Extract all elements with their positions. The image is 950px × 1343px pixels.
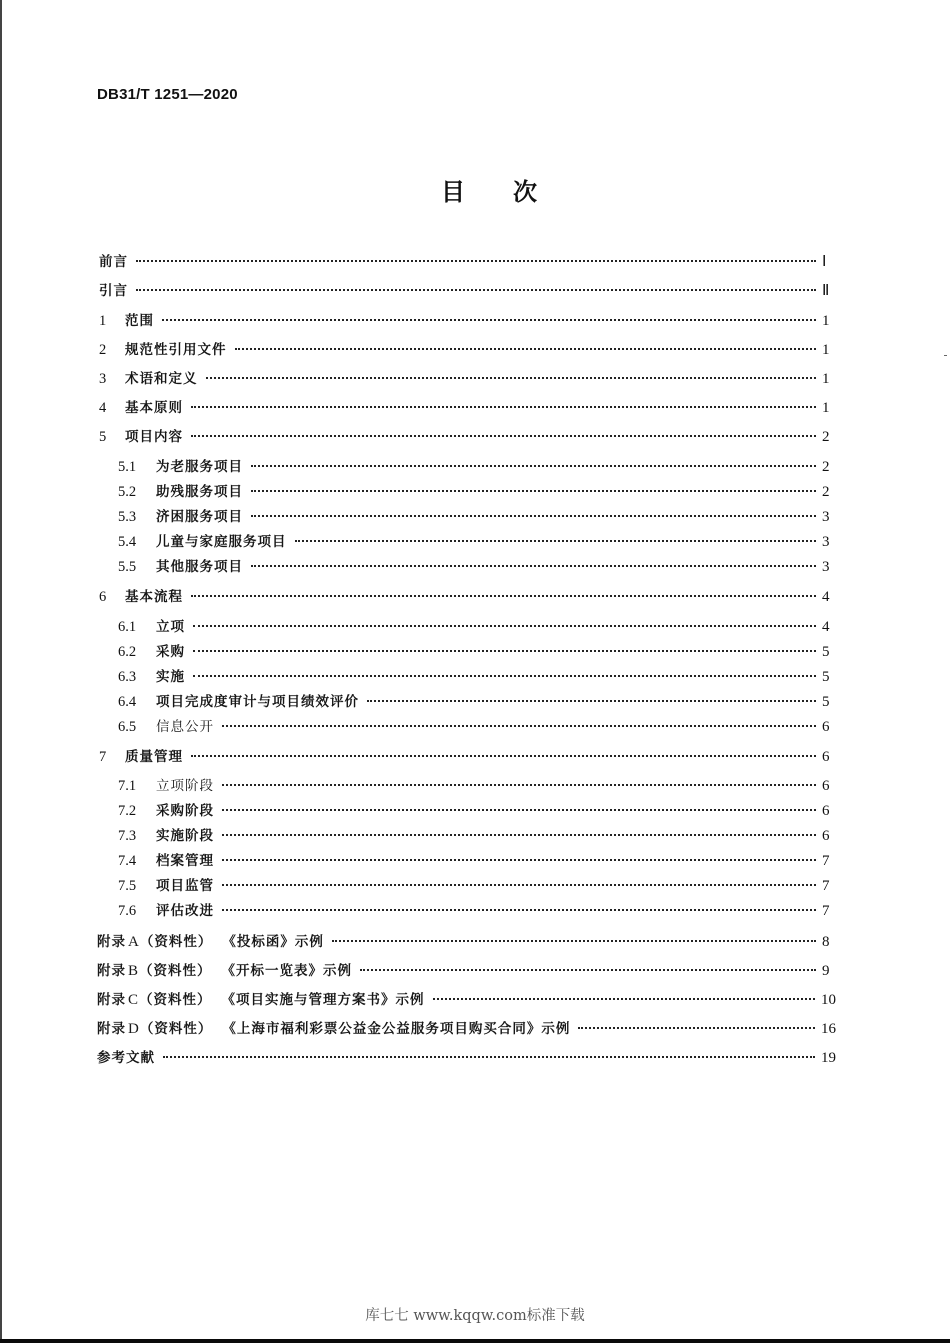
dot-leader [222, 884, 816, 886]
dot-leader [193, 650, 816, 652]
toc-entry-page: 1 [822, 371, 830, 387]
toc-entry-page: 16 [821, 1021, 836, 1037]
toc-entry-page: 2 [822, 484, 830, 500]
toc-entry[interactable] [118, 531, 836, 553]
appendix-type: （资料性） [139, 1021, 213, 1037]
dot-leader [191, 595, 816, 597]
dot-leader [136, 260, 816, 262]
toc-entry-label: 采购 [156, 644, 185, 660]
toc-entry-number: 5.1 [118, 459, 137, 475]
appendix-type: （资料性） [139, 992, 212, 1008]
dot-leader [222, 784, 816, 786]
toc-entry-number: 5.2 [118, 484, 137, 500]
toc-entry-label: 质量管理 [125, 749, 183, 765]
toc-entry-page: 4 [822, 619, 830, 635]
toc-entry-number: 6.4 [118, 694, 137, 710]
toc-entry-label: 立项阶段 [156, 778, 214, 794]
dot-leader [193, 675, 816, 677]
toc-entry-number: 5.3 [118, 509, 137, 525]
toc-entry-page: 1 [822, 400, 830, 416]
toc-entry-page: Ⅰ [822, 254, 827, 270]
toc-entry-label: 引言 [99, 283, 128, 299]
appendix-prefix: 附录 [97, 934, 126, 950]
toc-entry-page: 8 [822, 934, 830, 950]
appendix-type: （资料性） [139, 963, 212, 979]
toc-entry-page: 1 [822, 342, 830, 358]
toc-entry[interactable] [99, 746, 836, 768]
toc-entry-page: 1 [822, 313, 830, 329]
toc-entry-label: 项目监管 [156, 878, 214, 894]
toc-entry-page: 6 [822, 778, 830, 794]
scan-artifact [944, 355, 947, 356]
dot-leader [193, 625, 816, 627]
toc-entry[interactable] [99, 339, 836, 361]
toc-entry-label: 实施阶段 [156, 828, 214, 844]
appendix-title: 《投标函》示例 [222, 934, 324, 950]
appendix-title: 《项目实施与管理方案书》示例 [221, 992, 425, 1008]
dot-leader [295, 540, 817, 542]
toc-entry-page: 7 [822, 853, 830, 869]
toc-entry-page: 7 [822, 903, 830, 919]
toc-entry-page: 9 [822, 963, 830, 979]
appendix-prefix: 附录 [97, 992, 126, 1008]
toc-entry[interactable] [118, 456, 836, 478]
toc-entry-page: 6 [822, 828, 830, 844]
dot-leader [367, 700, 816, 702]
toc-entry-label: 信息公开 [156, 719, 214, 735]
toc-entry-label: 其他服务项目 [156, 559, 243, 575]
dot-leader [222, 859, 816, 861]
toc-appendix-entry[interactable] [97, 1018, 836, 1040]
toc-entry-page: 3 [822, 559, 830, 575]
toc-entry[interactable] [118, 641, 836, 663]
toc-entry-label: 评估改进 [156, 903, 214, 919]
toc-entry-page: 6 [822, 719, 830, 735]
toc-entry[interactable] [118, 556, 836, 578]
dot-leader [206, 377, 817, 379]
toc-entry-label: 项目内容 [125, 429, 183, 445]
toc-entry-page: 10 [821, 992, 836, 1008]
toc-entry[interactable] [118, 825, 836, 847]
dot-leader [433, 998, 815, 1000]
toc-entry-number: 7.3 [118, 828, 137, 844]
toc-entry-label: 基本原则 [125, 400, 183, 416]
dot-leader [251, 490, 816, 492]
toc-entry-number: 7.6 [118, 903, 137, 919]
toc-entry-label: 前言 [99, 254, 128, 270]
dot-leader [162, 319, 816, 321]
dot-leader [191, 406, 816, 408]
toc-appendix-entry[interactable] [97, 931, 836, 953]
dot-leader [136, 289, 816, 291]
dot-leader [163, 1056, 815, 1058]
toc-entry[interactable] [99, 397, 836, 419]
toc-entry-label: 实施 [156, 669, 185, 685]
toc-entry-number: 7.2 [118, 803, 137, 819]
appendix-letter: C [128, 992, 139, 1008]
toc-appendix-entry[interactable] [97, 989, 836, 1011]
toc-entry-number: 7 [99, 749, 107, 765]
toc-entry-page: 7 [822, 878, 830, 894]
appendix-title: 《上海市福利彩票公益金公益服务项目购买合同》示例 [222, 1021, 571, 1037]
toc-entry-page: 2 [822, 429, 830, 445]
dot-leader [222, 725, 816, 727]
toc-entry-label: 档案管理 [156, 853, 214, 869]
toc-entry[interactable] [118, 691, 836, 713]
toc-entry-number: 6.1 [118, 619, 137, 635]
toc-entry-page: 6 [822, 803, 830, 819]
toc-entry[interactable] [118, 481, 836, 503]
toc-entry-page: Ⅱ [822, 283, 830, 299]
dot-leader [222, 909, 816, 911]
dot-leader [222, 809, 816, 811]
appendix-prefix: 附录 [97, 963, 126, 979]
toc-entry[interactable] [118, 875, 836, 897]
appendix-letter: B [128, 963, 139, 979]
footer-watermark: 库七七 www.kqqw.com标准下载 [365, 1308, 585, 1324]
toc-entry-page: 5 [822, 644, 830, 660]
toc-references-entry[interactable] [97, 1047, 836, 1069]
toc-entry[interactable] [99, 310, 836, 332]
toc-entry-label: 采购阶段 [156, 803, 214, 819]
toc-entry-number: 5.5 [118, 559, 137, 575]
toc-entry-label: 基本流程 [125, 589, 183, 605]
toc-entry-number: 5 [99, 429, 107, 445]
toc-entry[interactable] [118, 850, 836, 872]
toc-entry-page: 5 [822, 694, 830, 710]
appendix-letter: D [128, 1021, 139, 1037]
toc-entry-page: 3 [822, 509, 830, 525]
toc-entry-number: 1 [99, 313, 107, 329]
toc-entry-number: 3 [99, 371, 107, 387]
appendix-prefix: 附录 [97, 1021, 126, 1037]
references-label: 参考文献 [97, 1050, 155, 1066]
toc-entry-label: 规范性引用文件 [125, 342, 227, 358]
toc-entry-number: 6.2 [118, 644, 137, 660]
dot-leader [332, 940, 816, 942]
page-title: 目次 [441, 178, 585, 206]
toc-entry-label: 立项 [156, 619, 185, 635]
toc-entry-label: 项目完成度审计与项目绩效评价 [156, 694, 359, 710]
dot-leader [360, 969, 816, 971]
dot-leader [222, 834, 816, 836]
toc-entry-number: 7.5 [118, 878, 137, 894]
toc-entry[interactable] [118, 616, 836, 638]
toc-entry-number: 4 [99, 400, 107, 416]
toc-entry[interactable] [118, 775, 836, 797]
toc-entry-number: 6 [99, 589, 107, 605]
dot-leader [251, 515, 816, 517]
toc-entry[interactable] [118, 900, 836, 922]
appendix-type: （资料性） [139, 934, 213, 950]
toc-entry[interactable] [99, 586, 836, 608]
dot-leader [251, 465, 816, 467]
dot-leader [578, 1027, 815, 1029]
toc-entry-number: 7.4 [118, 853, 137, 869]
dot-leader [235, 348, 817, 350]
appendix-title: 《开标一览表》示例 [221, 963, 353, 979]
toc-entry-page: 6 [822, 749, 830, 765]
toc-entry[interactable] [99, 368, 836, 390]
toc-entry-label: 术语和定义 [125, 371, 198, 387]
toc-entry-number: 7.1 [118, 778, 137, 794]
toc-appendix-entry[interactable] [97, 960, 836, 982]
toc-entry-number: 5.4 [118, 534, 137, 550]
toc-entry-page: 19 [821, 1050, 836, 1066]
toc-entry[interactable] [99, 280, 836, 302]
toc-entry[interactable] [118, 506, 836, 528]
toc-entry[interactable] [99, 426, 836, 448]
toc-entry-label: 助残服务项目 [156, 484, 243, 500]
toc-entry[interactable] [99, 251, 836, 273]
document-code: DB31/T 1251—2020 [97, 86, 238, 103]
toc-entry[interactable] [118, 800, 836, 822]
toc-entry-label: 济困服务项目 [156, 509, 243, 525]
toc-entry-label: 范围 [125, 313, 154, 329]
dot-leader [191, 755, 816, 757]
toc-entry[interactable] [118, 716, 836, 738]
appendix-letter: A [128, 934, 139, 950]
toc-entry-label: 为老服务项目 [156, 459, 243, 475]
toc-entry-page: 5 [822, 669, 830, 685]
dot-leader [191, 435, 816, 437]
dot-leader [251, 565, 816, 567]
toc-entry-number: 2 [99, 342, 107, 358]
toc-entry-number: 6.5 [118, 719, 137, 735]
toc-entry-number: 6.3 [118, 669, 137, 685]
toc-entry[interactable] [118, 666, 836, 688]
toc-entry-label: 儿童与家庭服务项目 [156, 534, 287, 550]
toc-entry-page: 3 [822, 534, 830, 550]
toc-entry-page: 4 [822, 589, 830, 605]
page-bottom-border [0, 1339, 950, 1343]
toc-entry-page: 2 [822, 459, 830, 475]
